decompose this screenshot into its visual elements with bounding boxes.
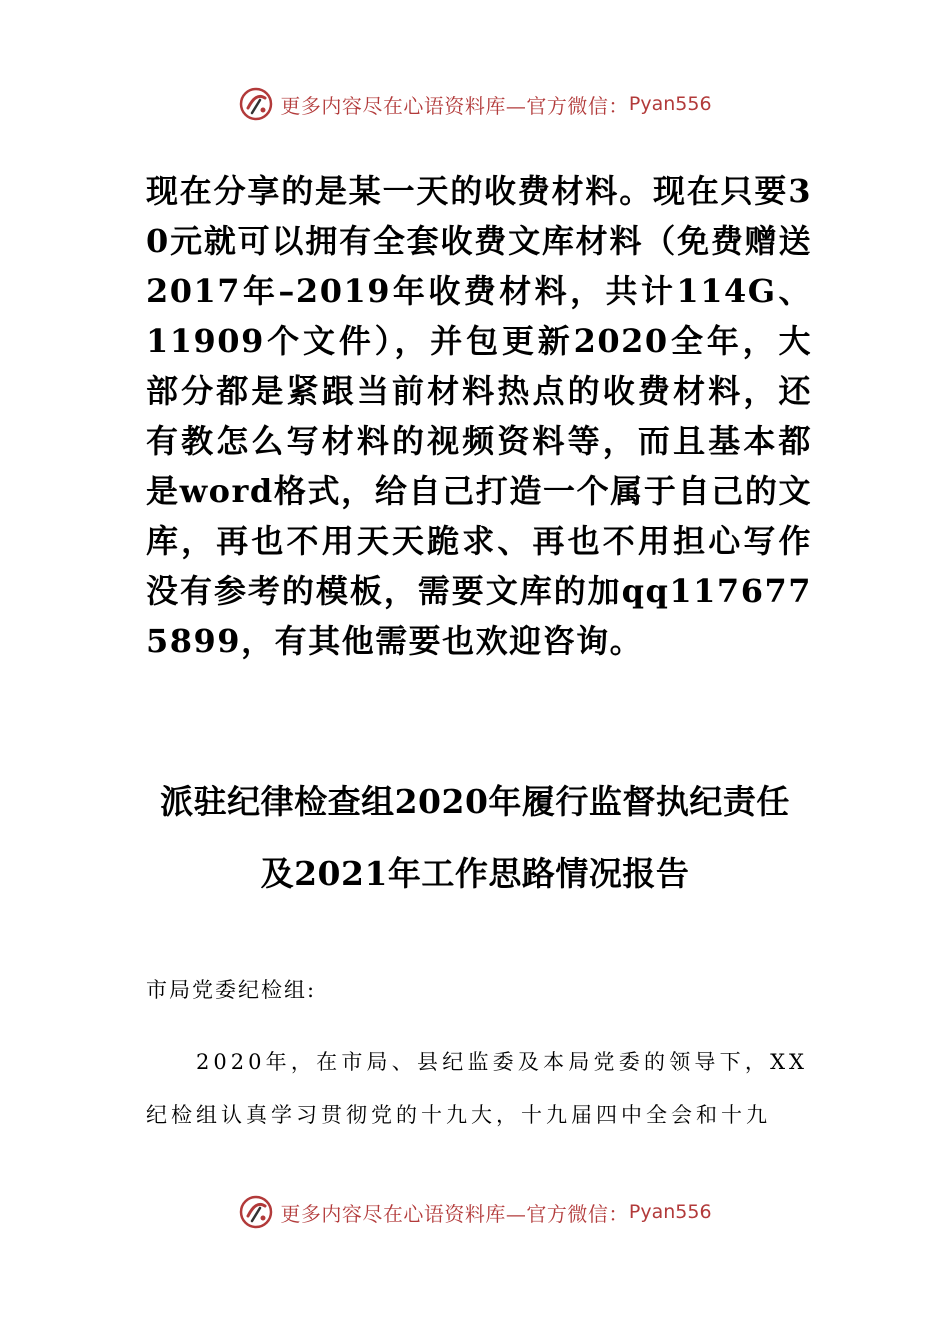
footer-watermark xyxy=(0,1194,950,1230)
promo-paragraph: 现在分享的是某一天的收费材料。现在只要30元就可以拥有全套收费文库材料（免费赠送2017年–2019年收费材料，共计114G、11909个文件），并包更新2020全年，大部分都是紧跟当前材料热点的收费材料，还有教怎么写材料的视频资料等，而且基本都是word格式，给自己打造一个属于自己的文库，再也不用天天跪求、再也不用担心写作没有参考的模板，需要文库的加qq1176775899，有其他需要也欢迎咨询。 xyxy=(146,172,812,660)
watermark-wechat-id: Pyan556 xyxy=(628,93,712,115)
watermark-wechat-id: Pyan556 xyxy=(628,1201,712,1223)
watermark-text: 更多内容尽在心语资料库—官方微信： xyxy=(280,93,629,118)
body-paragraph: 2020年，在市局、县纪监委及本局党委的领导下，XX纪检组认真学习贯彻党的十九大，十九届四中全会和十九 xyxy=(146,1050,808,1127)
header-watermark xyxy=(0,86,950,122)
salutation: 市局党委纪检组: xyxy=(146,978,317,1002)
brand-logo-icon xyxy=(238,86,274,122)
brand-logo-icon xyxy=(238,1194,274,1230)
watermark-text: 更多内容尽在心语资料库—官方微信： xyxy=(280,1201,629,1226)
document-title-line-1: 派驻纪律检查组2020年履行监督执纪责任 xyxy=(160,782,790,821)
document-title-line-2: 及2021年工作思路情况报告 xyxy=(260,854,690,893)
